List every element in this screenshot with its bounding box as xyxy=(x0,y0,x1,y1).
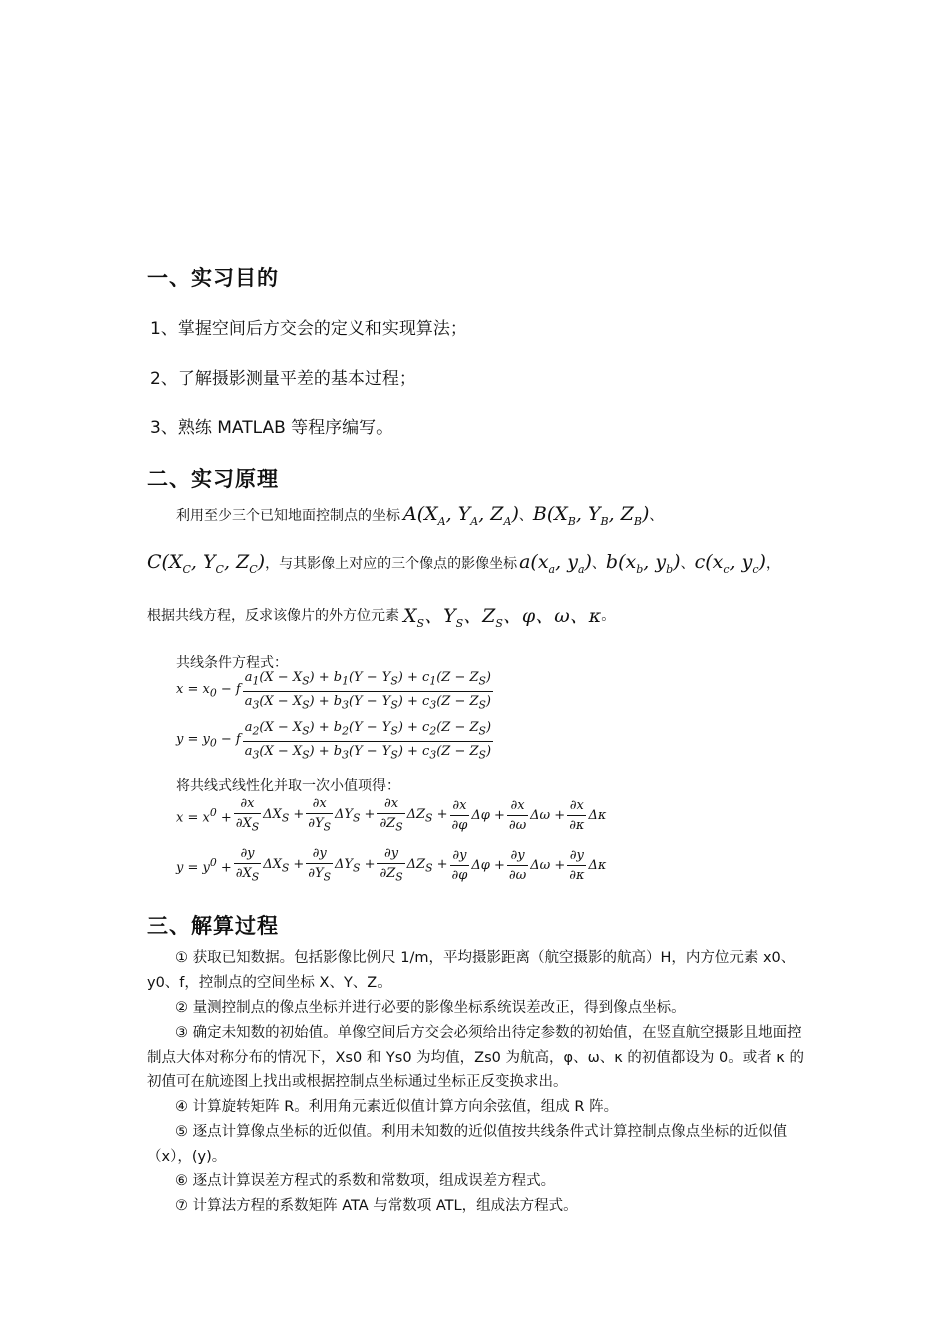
step-2 xyxy=(147,996,807,1021)
comma: ， xyxy=(765,556,780,572)
objective-item-1: 1、掌握空间后方交会的定义和实现算法； xyxy=(150,319,467,339)
section-3-title: 三、解算过程 xyxy=(147,914,279,938)
section-1-title: 一、实习目的 xyxy=(147,266,279,290)
exterior-elements: $X_S$、$Y_S$、$Z_S$、φ、ω、κ xyxy=(403,604,602,630)
image-point-a: $a(x_a$, $y_a$) xyxy=(519,550,592,576)
linearized-equation-x: $x = x^0$ + $\frac{\partial x}{\partial X_S}$ $\Delta X_S$ + $\frac{\partial x}{\partial Y_S}$ $\Delta Y_S$ + $\frac{\partial x}{\partial Z_S}$ $\Delta Z_S$ + $\frac{\partial x}{\partial\varphi}$ Δφ + $\frac{\partial x}{\partial\omega}$ Δω + $\frac{\partial x}{\partial\kappa}$ Δκ xyxy=(176,796,607,834)
step-6 xyxy=(147,1169,807,1194)
principle-line-1 xyxy=(176,500,663,530)
linearization-label: 将共线式线性化并取一次小值项得： xyxy=(176,778,400,794)
objective-item-2: 2、了解摄影测量平差的基本过程； xyxy=(150,369,416,389)
step-3 xyxy=(147,1021,807,1095)
principle-line-3 xyxy=(147,600,615,630)
principle-lead: 利用至少三个已知地面控制点的坐标 xyxy=(176,508,400,524)
step-text: ⑥ 逐点计算误差方程式的系数和常数项，组成误差方程式。 xyxy=(175,1173,556,1189)
step-4 xyxy=(147,1095,807,1120)
linearized-equation-y: $y = y^0$ + $\frac{\partial y}{\partial X_S}$ $\Delta X_S$ + $\frac{\partial y}{\partial Y_S}$ $\Delta Y_S$ + $\frac{\partial y}{\partial Z_S}$ $\Delta Z_S$ + $\frac{\partial y}{\partial\varphi}$ Δφ + $\frac{\partial y}{\partial\omega}$ Δω + $\frac{\partial y}{\partial\kappa}$ Δκ xyxy=(176,846,607,884)
step-text: ③ 确定未知数的初始值。单像空间后方交会必须给出待定参数的初始值，在竖直航空摄影且地面控制点大体对称分布的情况下，Xs0 和 Ys0 为均值，Zs0 为航高，φ、ω、κ 的初值都设为 0。或者 κ 的初值可在航迹图上找出或根据控制点坐标通过坐标正反变换求出。 xyxy=(147,1025,804,1090)
collinear-equation-x: $x = x_0 - f$ $\frac{a_1(X - X_S) + b_1(Y - Y_S) + c_1(Z - Z_S)}{a_3(X - X_S) + b_3(Y - Y_S) + c_3(Z - Z_S)}$ xyxy=(176,670,491,712)
separator: 、 xyxy=(591,556,606,572)
collinear-label: 共线条件方程式： xyxy=(176,655,288,671)
point-A: $A(X_A$, $Y_A$, $Z_A$) xyxy=(403,502,519,528)
step-5 xyxy=(147,1120,807,1169)
point-C: $C(X_C$, $Y_C$, $Z_C$) xyxy=(147,550,266,576)
step-text: ② 量测控制点的像点坐标并进行必要的影像坐标系统误差改正，得到像点坐标。 xyxy=(175,1000,686,1016)
separator: 、 xyxy=(680,556,695,572)
period: 。 xyxy=(601,608,616,624)
step-7 xyxy=(147,1194,807,1219)
step-text: ④ 计算旋转矩阵 R。利用角元素近似值计算方向余弦值，组成 R 阵。 xyxy=(175,1099,619,1115)
step-text: ① 获取已知数据。包括影像比例尺 1/m，平均摄影距离（航空摄影的航高）H，内方位元素 x0、y0、f，控制点的空间坐标 X、Y、Z。 xyxy=(147,950,796,991)
principle-mid: ，与其影像上对应的三个像点的影像坐标 xyxy=(265,556,518,572)
objective-item-3: 3、熟练 MATLAB 等程序编写。 xyxy=(150,418,394,438)
separator: 、 xyxy=(649,508,664,524)
principle-tail: 根据共线方程，反求该像片的外方位元素 xyxy=(147,608,399,624)
collinear-equation-y: $y = y_0 - f$ $\frac{a_2(X - X_S) + b_2(Y - Y_S) + c_2(Z - Z_S)}{a_3(X - X_S) + b_3(Y - Y_S) + c_3(Z - Z_S)}$ xyxy=(176,720,492,762)
point-B: $B(X_B$, $Y_B$, $Z_B$) xyxy=(532,502,650,528)
image-point-b: $b(x_b$, $y_b$) xyxy=(605,550,681,576)
step-text: ⑤ 逐点计算像点坐标的近似值。利用未知数的近似值按共线条件式计算控制点像点坐标的近似值（x），(y)。 xyxy=(147,1124,788,1165)
section-2-title: 二、实习原理 xyxy=(147,467,279,491)
step-1 xyxy=(147,946,807,995)
principle-line-2 xyxy=(147,548,780,578)
image-point-c: $c(x_c$, $y_c$) xyxy=(694,550,766,576)
step-text: ⑦ 计算法方程的系数矩阵 ATA 与常数项 ATL，组成法方程式。 xyxy=(175,1198,578,1214)
separator: 、 xyxy=(518,508,533,524)
